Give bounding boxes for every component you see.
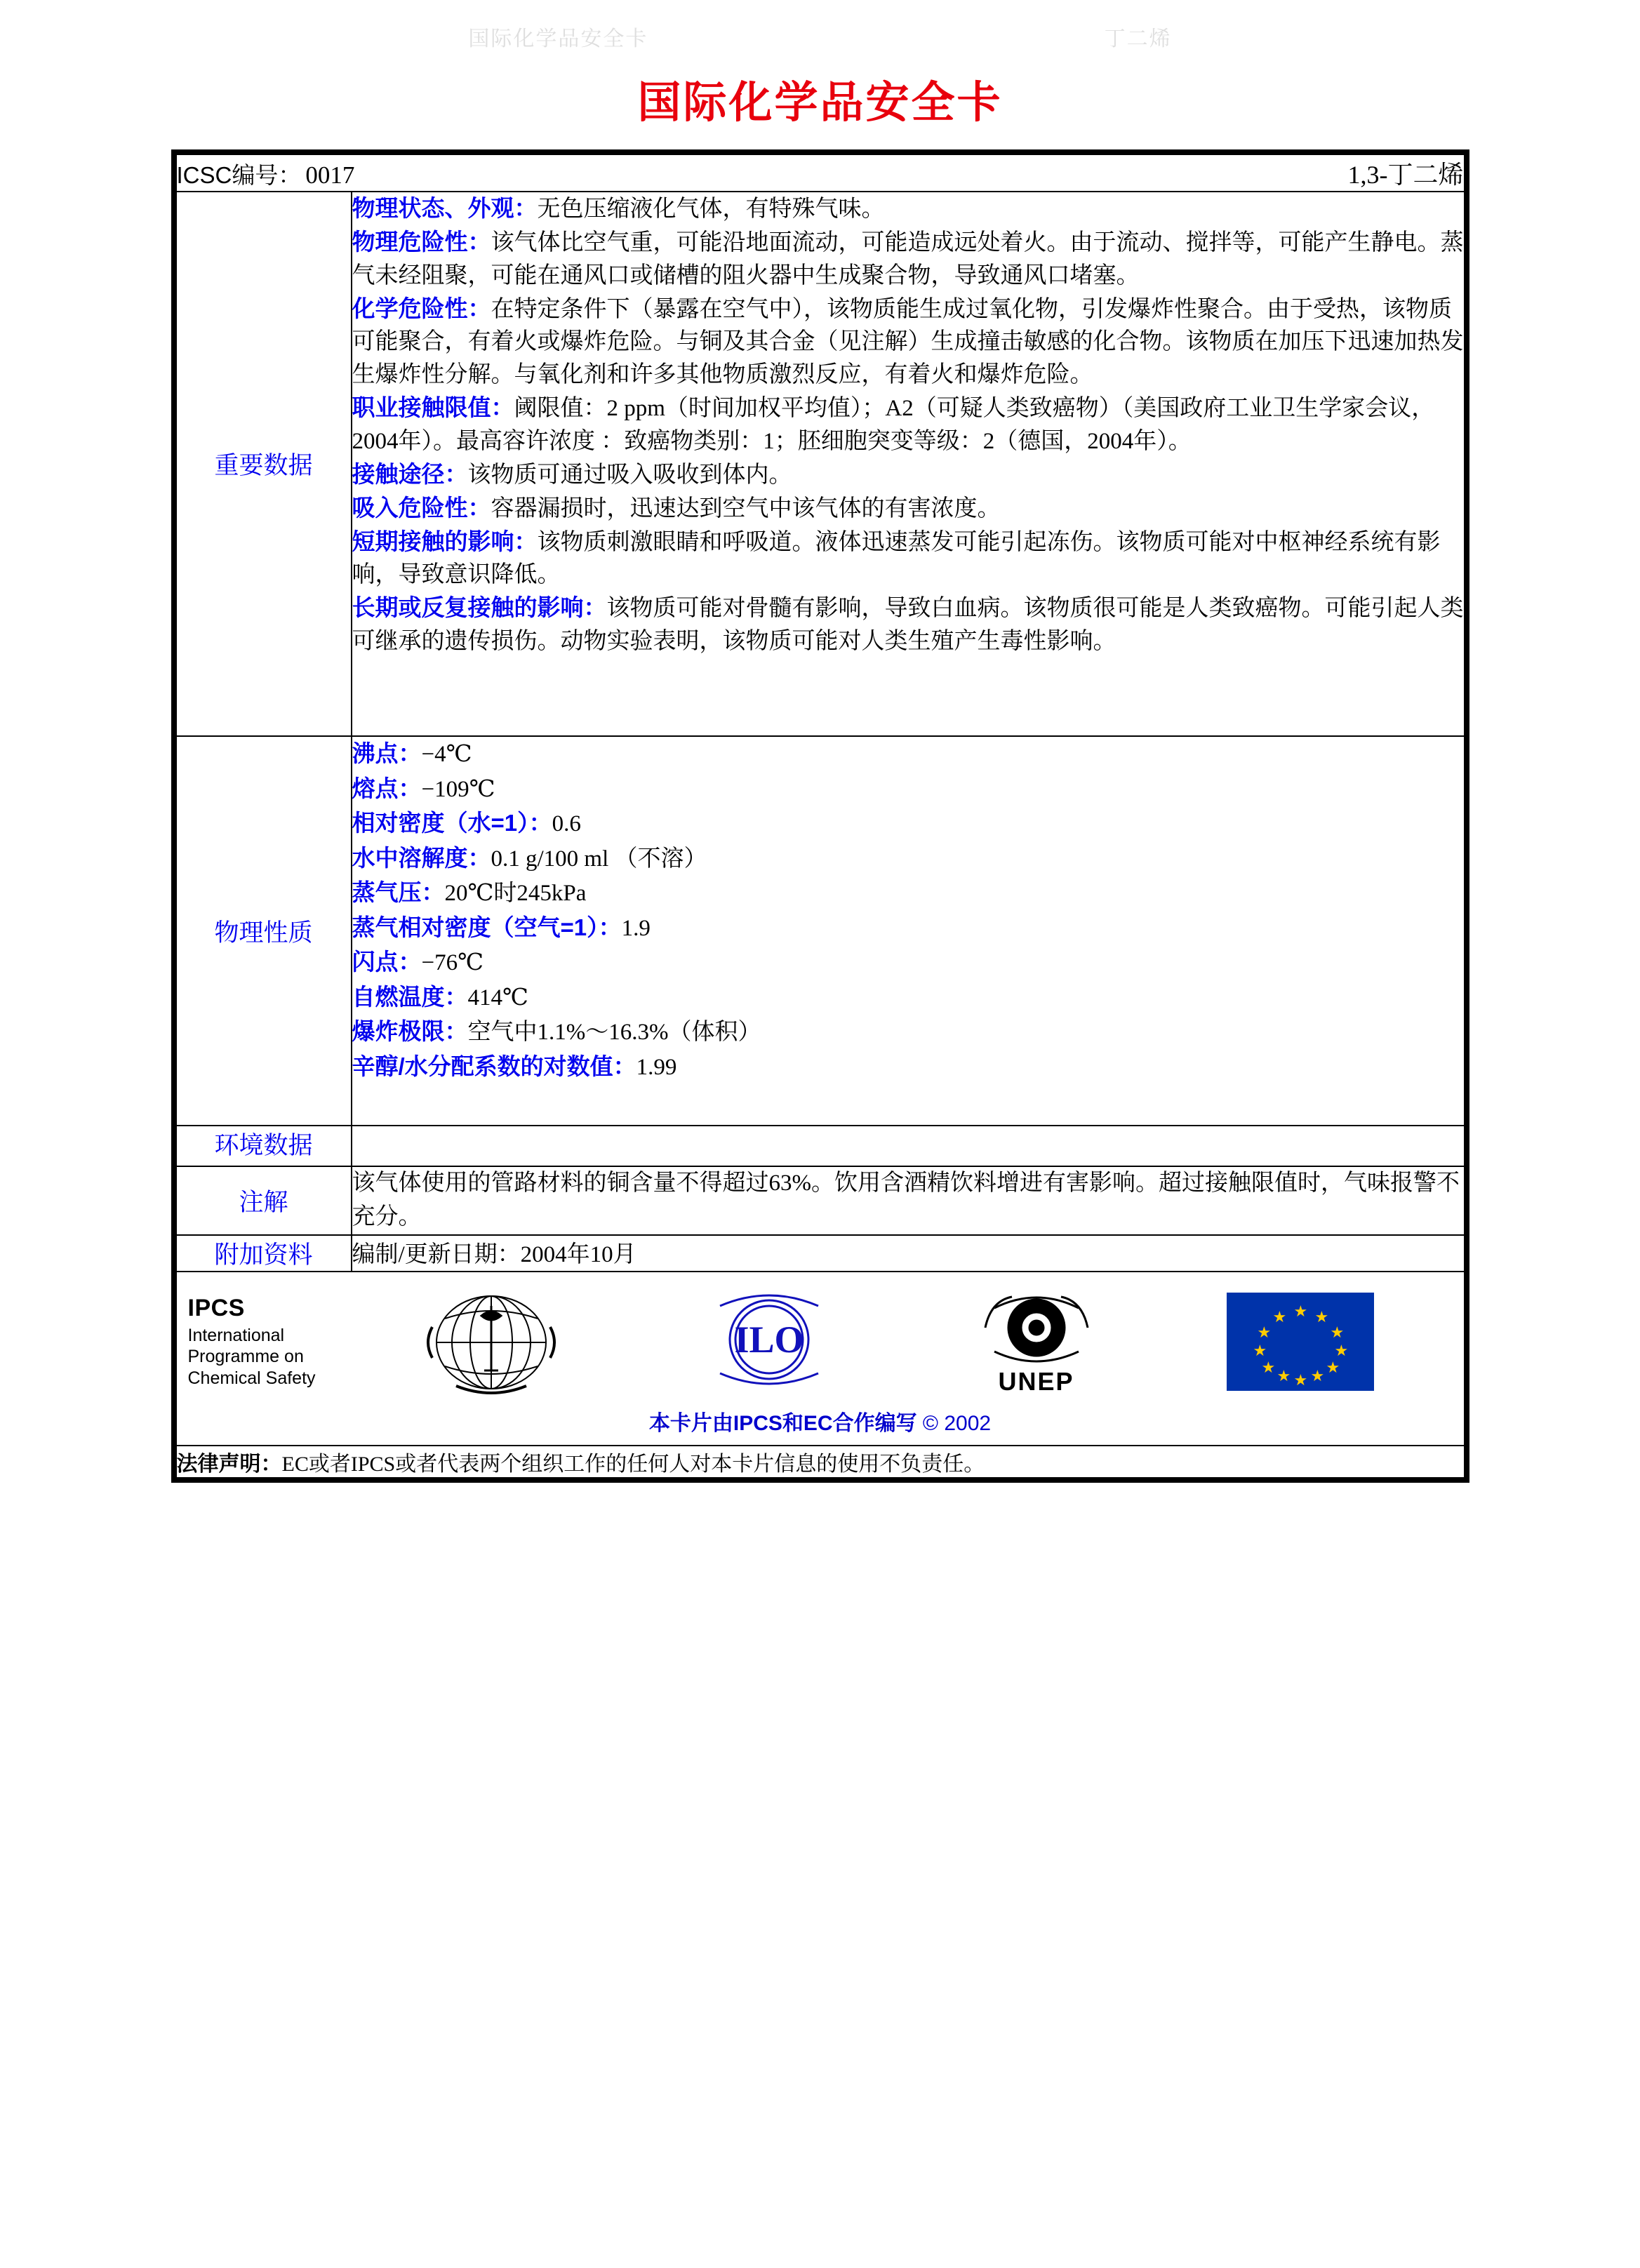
phys-item: 自燃温度：414℃ [352, 983, 528, 1010]
important-data-row [176, 192, 1465, 736]
legal-cell [176, 1446, 1465, 1478]
environmental-data-content [352, 1126, 1465, 1166]
important-data-content [352, 192, 1465, 736]
physical-properties-label: 物理性质 [176, 736, 352, 1126]
ilo-logo-icon [692, 1289, 846, 1394]
ipcs-acronym: IPCS [187, 1294, 245, 1321]
phys-item: 爆炸极限：空气中1.1%～16.3%（体积） [352, 1018, 761, 1046]
faded-header-right: 丁二烯 [1104, 27, 1172, 51]
notes-label: 注解 [176, 1166, 352, 1235]
data-item: 短期接触的影响：该物质刺激眼睛和呼吸道。液体迅速蒸发可能引起冻伤。该物质可能对中枢神经系统有影响，导致意识降低。 [352, 528, 1441, 588]
phys-item: 沸点：−4℃ [352, 740, 472, 768]
physical-properties-content [352, 736, 1465, 1126]
card-header-row [176, 154, 1465, 192]
physical-properties-row [176, 736, 1465, 1126]
important-data-label: 重要数据 [176, 192, 352, 736]
faded-header-left: 国际化学品安全卡 [468, 27, 648, 51]
who-logo-icon [414, 1288, 568, 1396]
eu-flag [1227, 1293, 1374, 1391]
data-item: 化学危险性：在特定条件下（暴露在空气中），该物质能生成过氧化物，引发爆炸性聚合。由于受热，该物质可能聚合，有着火或爆炸危险。与铜及其合金（见注解）生成撞击敏感的化合物。该物质在加压下迅速加热发生爆炸性分解。与氧化剂和许多其他物质激烈反应，有着火和爆炸危险。 [352, 295, 1464, 388]
legal-text: EC或者IPCS或者代表两个组织工作的任何人对本卡片信息的使用不负责任。 [281, 1453, 985, 1476]
unep-logo [970, 1287, 1103, 1396]
phys-item: 辛醇/水分配系数的对数值：1.99 [352, 1053, 677, 1080]
legal-label: 法律声明： [176, 1453, 282, 1476]
data-item: 吸入危险性：容器漏损时，迅速达到空气中该气体的有害浓度。 [352, 494, 1001, 521]
additional-info-label: 附加资料 [176, 1235, 352, 1272]
data-item: 接触途径：该物质可通过吸入吸收到体内。 [352, 460, 792, 488]
environmental-data-label: 环境数据 [176, 1126, 352, 1166]
icsc-number-value: 0017 [305, 161, 355, 189]
page-title: 国际化学品安全卡 [637, 79, 1003, 127]
phys-item: 蒸气压：20℃时245kPa [352, 879, 587, 907]
additional-info-row [176, 1235, 1465, 1272]
logo-band [176, 1272, 1465, 1446]
phys-item: 蒸气相对密度（空气=1）：1.9 [352, 914, 651, 941]
copyright-symbol: © 2002 [922, 1412, 992, 1436]
unep-wordmark: UNEP [998, 1367, 1074, 1396]
notes-row [176, 1166, 1465, 1235]
icsc-card [171, 149, 1469, 1483]
who-logo [414, 1288, 568, 1396]
phys-item: 闪点：−76℃ [352, 949, 484, 976]
chemical-name: 1,3-丁二烯 [1347, 161, 1464, 189]
copyright-text: 本卡片由IPCS和EC合作编写 [648, 1412, 917, 1436]
logo-band-row [176, 1272, 1465, 1446]
additional-info-content: 编制/更新日期：2004年10月 [352, 1235, 1465, 1272]
copyright-line [177, 1401, 1464, 1445]
legal-row [176, 1446, 1465, 1478]
data-item: 职业接触限值：阈限值：2 ppm（时间加权平均值）；A2（可疑人类致癌物）（美国政府工业卫生学家会议，2004年）。最高容许浓度 ：致癌物类别：1；胚细胞突变等级：2（德国，2004年）。 [352, 394, 1435, 455]
svg-text:ILO: ILO [733, 1319, 804, 1361]
eu-flag-icon: ★ ★ ★ ★ ★ ★ ★ ★ ★ ★ ★ ★ [1227, 1293, 1374, 1391]
ipcs-block [177, 1295, 352, 1389]
icsc-number-label: ICSC编号： [176, 162, 302, 188]
unep-logo-icon [970, 1287, 1103, 1371]
environmental-data-row [176, 1126, 1465, 1166]
ipcs-full-name: International Programme on Chemical Safety [187, 1325, 316, 1388]
ilo-logo [692, 1289, 846, 1394]
card-header-cell [176, 154, 1465, 192]
data-item: 物理状态、外观：无色压缩液化气体，有特殊气味。 [352, 195, 885, 222]
data-item: 物理危险性：该气体比空气重，可能沿地面流动，可能造成远处着火。由于流动、搅拌等，可能产生静电。蒸气未经阻聚，可能在通风口或储槽的阻火器中生成聚合物，导致通风口堵塞。 [352, 228, 1464, 288]
phys-item: 相对密度（水=1）：0.6 [352, 810, 581, 837]
phys-item: 熔点：−109℃ [352, 775, 495, 802]
faded-page-header [0, 21, 1640, 51]
notes-content: 该气体使用的管路材料的铜含量不得超过63%。饮用含酒精饮料增进有害影响。超过接触限值时，气味报警不充分。 [352, 1166, 1465, 1235]
data-item: 长期或反复接触的影响：该物质可能对骨髓有影响，导致白血病。该物质很可能是人类致癌物。可能引起人类可继承的遗传损伤。动物实验表明，该物质可能对人类生殖产生毒性影响。 [352, 594, 1464, 655]
phys-item: 水中溶解度：0.1 g/100 ml （不溶） [352, 844, 707, 872]
